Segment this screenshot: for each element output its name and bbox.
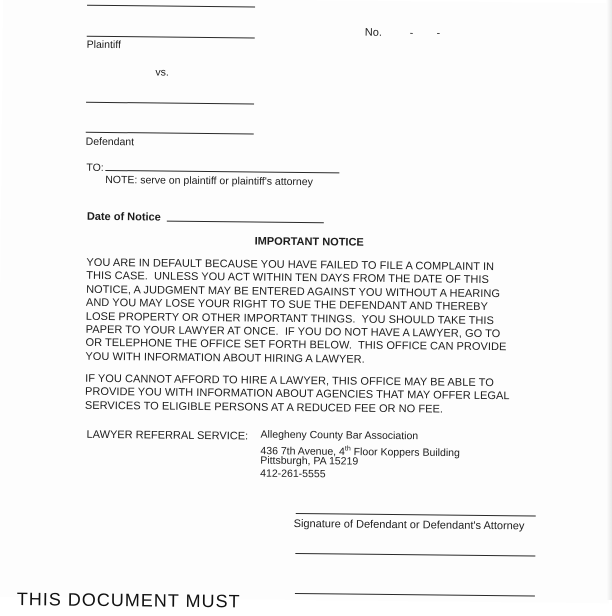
serve-note: NOTE: serve on plaintiff or plaintiff's attorney [105,173,313,189]
date-of-notice-line [167,221,324,224]
referral-street-rest: Floor Koppers Building [350,446,460,460]
date-of-notice-label: Date of Notice [86,210,161,224]
referral-city: Pittsburgh, PA 15219 [260,454,359,468]
case-number-label: No. [364,26,382,39]
case-number-dashes: - - [409,27,441,40]
versus-label: vs. [155,66,169,79]
referral-street-ordinal: th [344,445,351,453]
to-label: TO: [86,161,104,174]
defendant-line-1 [86,102,254,105]
defendant-line-2 [86,132,254,135]
page-edge-shadow [606,0,612,600]
caption-top-line [87,5,255,8]
plaintiff-label: Plaintiff [86,38,121,52]
notice-title: IMPORTANT NOTICE [254,235,364,249]
to-line [105,170,339,173]
referral-phone: 412-261-5555 [260,467,326,481]
referral-street-main: 436 7th Avenue, 4 [260,445,345,458]
bottom-banner-text: THIS DOCUMENT MUST [16,589,241,612]
signature-line [296,513,536,517]
signature-line-3 [295,593,535,597]
signature-line-2 [295,553,535,557]
referral-service-label: LAWYER REFERRAL SERVICE: [86,428,249,443]
defendant-label: Defendant [85,135,135,149]
legal-aid-paragraph: IF YOU CANNOT AFFORD TO HIRE A LAWYER, THIS OFFICE MAY BE ABLE TO PROVIDE YOU WITH INFORMATION ABOUT AGENCIES THAT MAY OFFER LEGAL SERVICES TO ELIGIBLE PERSONS AT A REDUCED FEE OR NO FEE. [84,372,510,416]
signature-caption: Signature of Defendant or Defendant's Attorney [293,517,525,533]
referral-org: Allegheny County Bar Association [260,428,419,443]
default-notice-paragraph: YOU ARE IN DEFAULT BECAUSE YOU HAVE FAILED TO FILE A COMPLAINT IN THIS CASE. UNLESS YOU ACT WITHIN TEN DAYS FROM THE DATE OF THIS NOTICE, A JUDGMENT MAY BE ENTERED AGAINST YOU WITHOUT A HEARING AND YOU MAY LOSE YOUR RIGHT TO SUE THE DEFENDANT AND THEREBY LOSE PROPERTY OR OTHER IMPORTANT THINGS. YOU SHOULD TAKE THIS PAPER TO YOUR LAWYER AT ONCE. IF YOU DO NOT HAVE A LAWYER, GO TO OR TELEPHONE THE OFFICE SET FORTH BELOW. THIS OFFICE CAN PROVIDE YOU WITH INFORMATION ABOUT HIRING A LAWYER. [85,256,507,366]
